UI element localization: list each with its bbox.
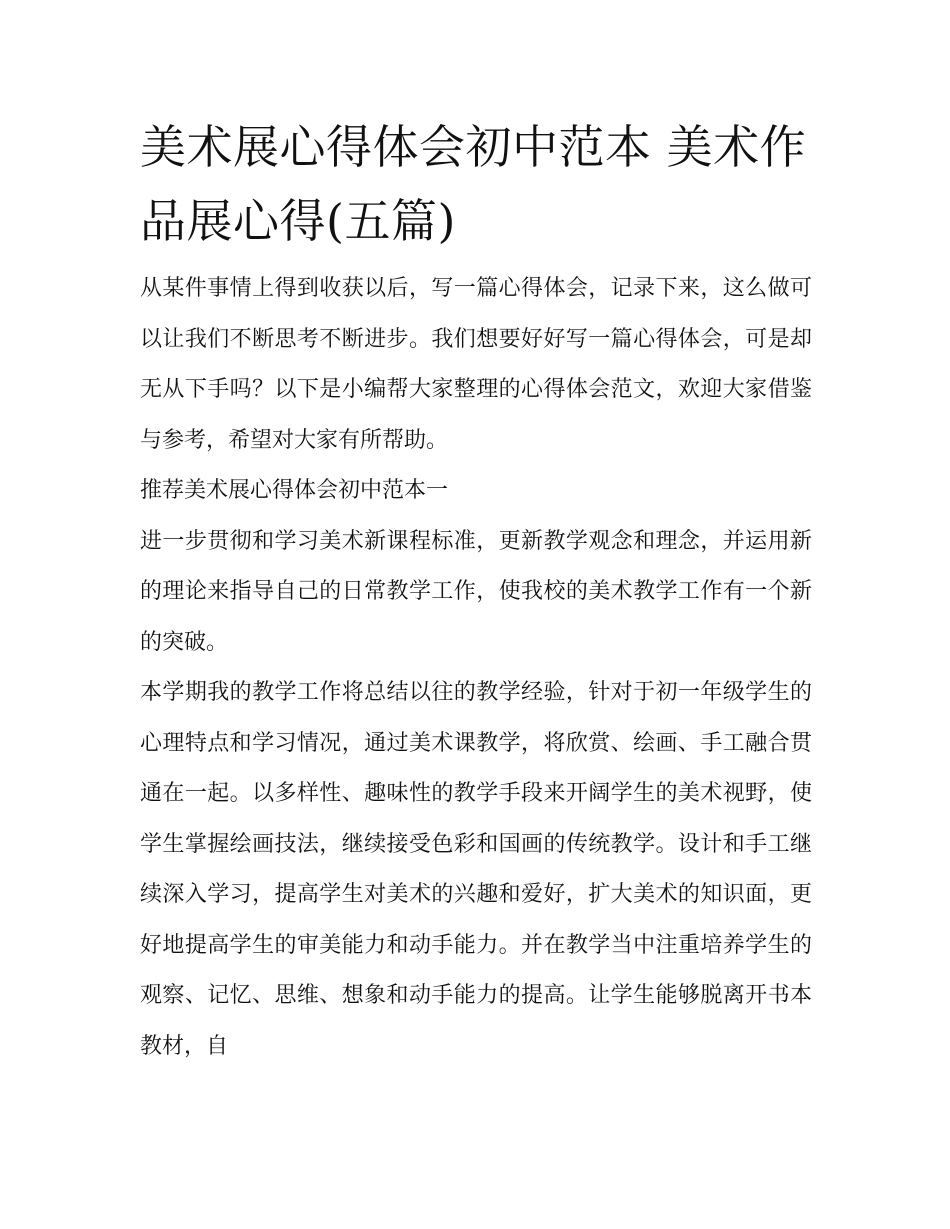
section-heading: 推荐美术展心得体会初中范本一	[140, 478, 449, 503]
body-paragraph-2: 本学期我的教学工作将总结以往的教学经验，针对于初一年级学生的心理特点和学习情况，通过美术课教学，将欣赏、绘画、手工融合贯通在一起。以多样性、趣味性的教学手段来开阔学生的美术视野，使学生掌握绘画技法，继续接受色彩和国画的传统教学。设计和手工继续深入学习，提高学生对美术的兴趣和爱好，扩大美术的知识面，更好地提高学生的审美能力和动手能力。并在教学当中注重培养学生的观察、记忆、思维、想象和动手能力的提高。让学生能够脱离开书本教材，自	[140, 680, 812, 1059]
body-paragraph-1: 进一步贯彻和学习美术新课程标准，更新教学观念和理念，并运用新的理论来指导自己的日常教学工作，使我校的美术教学工作有一个新的突破。	[140, 528, 812, 655]
document-body	[140, 110, 812, 1072]
document-title: 美术展心得体会初中范本 美术作品展心得(五篇)	[140, 120, 807, 248]
intro-paragraph: 从某件事情上得到收获以后，写一篇心得体会，记录下来，这么做可以让我们不断思考不断进步。我们想要好好写一篇心得体会，可是却无从下手吗？以下是小编帮大家整理的心得体会范文，欢迎大家借鉴与参考，希望对大家有所帮助。	[140, 276, 812, 453]
